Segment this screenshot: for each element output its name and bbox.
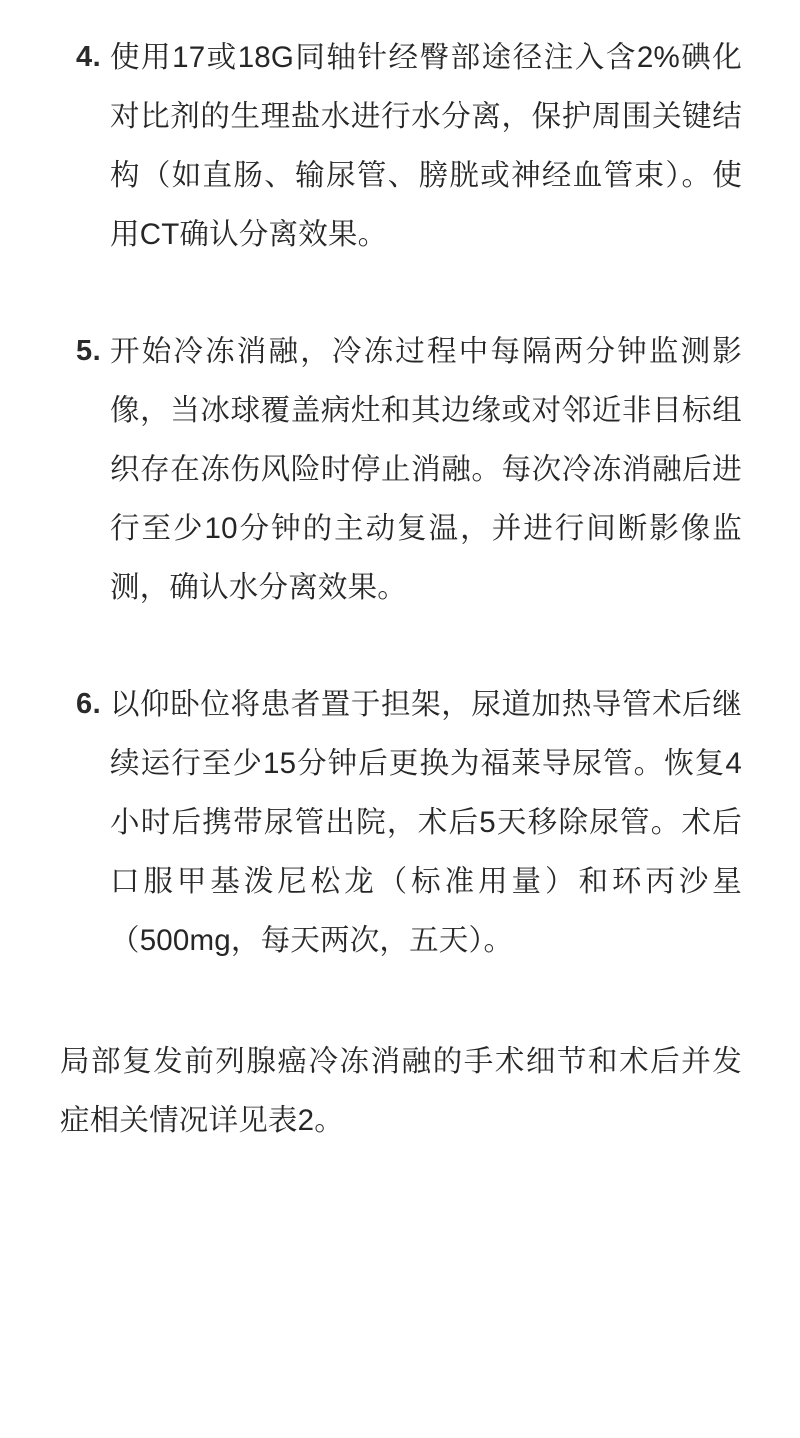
step-text: 使用17或18G同轴针经臀部途径注入含2%碘化对比剂的生理盐水进行水分离，保护周围关键结构（如直肠、输尿管、膀胱或神经血管束）。使用CT确认分离效果。 <box>110 41 742 251</box>
list-item <box>58 28 742 264</box>
procedure-step-list <box>58 28 742 970</box>
step-number: 5. <box>76 335 102 367</box>
closing-paragraph: 局部复发前列腺癌冷冻消融的手术细节和术后并发症相关情况详见表2。 <box>60 1045 742 1137</box>
step-number: 6. <box>76 688 102 720</box>
list-item <box>58 675 742 970</box>
step-text: 开始冷冻消融，冷冻过程中每隔两分钟监测影像，当冰球覆盖病灶和其边缘或对邻近非目标组织存在冻伤风险时停止消融。每次冷冻消融后进行至少10分钟的主动复温，并进行间断影像监测，确认水分离效果。 <box>110 335 742 604</box>
step-text: 以仰卧位将患者置于担架，尿道加热导管术后继续运行至少15分钟后更换为福莱导尿管。恢复4小时后携带尿管出院，术后5天移除尿管。术后口服甲基泼尼松龙（标准用量）和环丙沙星（500mg，每天两次，五天）。 <box>110 688 742 957</box>
list-item <box>58 322 742 617</box>
step-number: 4. <box>76 41 102 73</box>
